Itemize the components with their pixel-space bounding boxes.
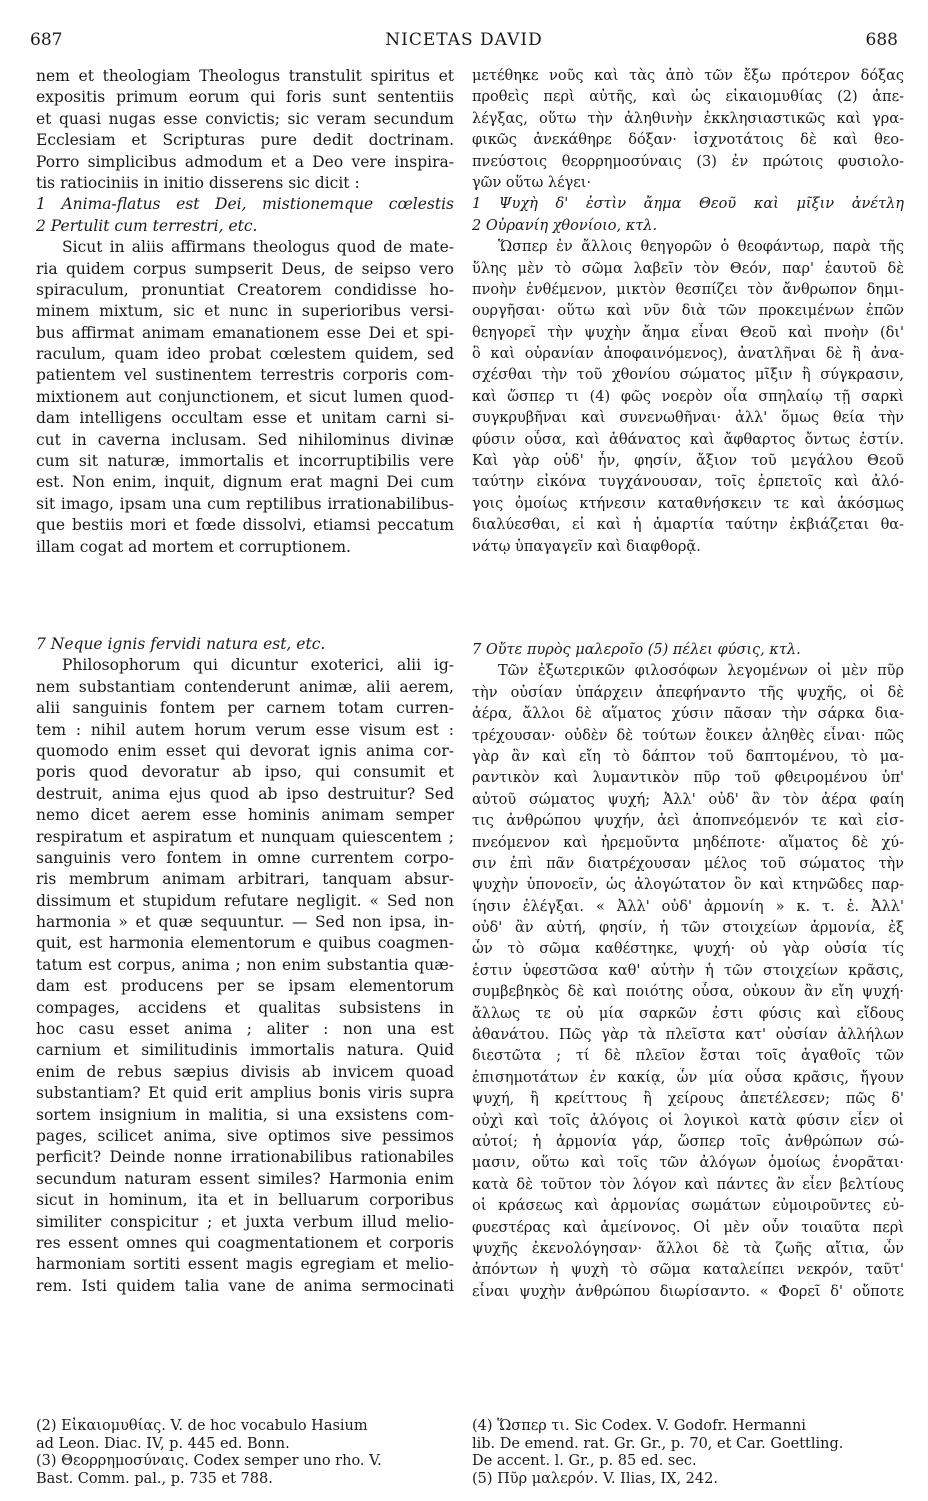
text-line: raculum, quam ideo probat cœlestem quidem, sed <box>36 345 454 364</box>
text-line: ίησιν ἐλέγξαι. « Ἀλλ' οὐδ' ἁρμονίη » κ. τ. ἑ. Ἀλλ' <box>472 898 904 915</box>
text-line: οὐχὶ καὶ τοῖς ἀλόγοις οἱ λογικοὶ κατὰ φύσιν εἶεν οἱ <box>472 1112 904 1129</box>
text-line: ris membrum animam arbitrari, tanquam absur- <box>36 870 454 889</box>
text-line: expositis primum eorum qui foris sunt sententiis <box>36 88 454 107</box>
latin-column-top <box>36 66 454 558</box>
text-line: secundum naturam essent similes? Harmonia enim <box>36 1169 454 1188</box>
text-line: compages, accidens et qualitas subsistens in <box>36 998 454 1017</box>
footnote-4: (4) Ὥσπερ τι. Sic Codex. V. Godofr. Hermanni <box>472 1418 806 1434</box>
text-line: nemo dicet aerem esse hominis animam semper <box>36 806 454 825</box>
text-line: πνοὴν ἐνθέμενον, μικτὸν θεσπίζει τὸν ἄνθρωπον δημι- <box>472 281 904 298</box>
text-line: Τῶν ἐξωτερικῶν φιλοσόφων λεγομένων οἱ μὲν πῦρ <box>498 663 904 680</box>
text-line: rem. Isti quidem talia vane de anima sermocinati <box>36 1276 454 1295</box>
text-line: ὧν τὸ σῶμα καθέστηκε, ψυχή· οὐ γὰρ οὐσία τίς <box>472 941 904 958</box>
text-line: substantiam? Et quid erit amplius bonis viris supra <box>36 1084 454 1103</box>
text-line: 2 Οὐρανίη χθονίοιο, κτλ. <box>472 217 658 234</box>
text-line: enim de rebus sæpius divisis ab invicem quoad <box>36 1062 454 1081</box>
text-line: mixtionem aut conjunctionem, et sicut lumen quod- <box>36 387 454 406</box>
text-line: sit imago, ipsam una cum reptilibus irrationabilibus- <box>36 494 454 513</box>
text-line: harmoniam sortiti essent magis egregiam et melio- <box>36 1255 454 1274</box>
text-line: διεστῶτα ; τί δὲ πλεῖον ἔσται τοῖς ἀγαθοῖς τῶν <box>472 1048 904 1065</box>
text-line: nem et theologiam Theologus transtulit spiritus et <box>36 67 454 85</box>
text-line: Sicut in aliis affirmans theologus quod de mate- <box>62 238 454 257</box>
text-line: tatum est corpus, anima ; non enim substantia quæ- <box>36 955 454 974</box>
text-line: ουργῆσαι· οὕτω καὶ νῦν διὰ τῶν προκειμένων ἐπῶν <box>472 303 904 320</box>
text-line: spiraculum, pronuntiat Creatorem condidisse ho- <box>36 280 454 299</box>
text-line: que bestiis mori et fœde dissolvi, etiamsi peccatum <box>36 516 454 535</box>
text-line: ταύτην εἰκόνα τυγχάνουσαν, τοῖς ἑρπετοῖς καὶ ἀλό- <box>472 474 904 491</box>
page-number-right: 688 <box>865 30 898 50</box>
text-line: poris quod devoratur ab ipso, qui consumit et <box>36 763 454 782</box>
text-line: est. Non enim, inquit, dignum erat magni Dei cum <box>36 473 454 492</box>
text-line: patientem vel sustinentem terrestris corporis com- <box>36 366 454 385</box>
text-line: ἀέρα, ἄλλοι δὲ αἵματος χύσιν πᾶσαν τὴν σάρκα δια- <box>472 706 904 723</box>
text-line: γὰρ ἂν καὶ εἴη τὸ δάπτον τοῦ δαπτομένου, τὸ μα- <box>472 748 904 765</box>
text-line: harmonia » et quæ sequuntur. — Sed non ipsa, in- <box>36 913 454 932</box>
footnote-4-cont: lib. De emend. rat. Gr. Gr., p. 70, et Car. Goettling. <box>472 1435 844 1452</box>
text-line: κατὰ δὲ τοῦτον τὸν λόγον καὶ πάντες ἂν εἶεν βελτίους <box>472 1176 904 1193</box>
text-line: Philosophorum qui dicuntur exoterici, alii ig- <box>62 656 454 675</box>
footnote-2-cont: ad Leon. Diac. IV, p. 445 ed. Bonn. <box>36 1435 290 1452</box>
text-line: quit, est harmonia elementorum e quibus coagmen- <box>36 934 454 953</box>
text-line: 2 Pertulit cum terrestri, etc. <box>36 216 258 235</box>
text-line: tem : nihil autem horum verum esse visum est : <box>36 720 454 739</box>
text-line: ψυχῆς ἐκενολόγησαν· ἄλλοι δὲ τὰ ζωῆς αἴτια, ὧν <box>472 1240 904 1257</box>
text-line: dam intelligens occultam esse et unitam carni si- <box>36 409 454 428</box>
text-line: minem mixtum, sic et nunc in superioribus versi- <box>36 302 454 321</box>
text-line: Ὥσπερ ἐν ἄλλοις θεηγορῶν ὁ θεοφάντωρ, παρὰ τῆς <box>498 239 904 256</box>
text-line: pages, scilicet anima, sive optimos sive pessimos <box>36 1126 454 1145</box>
text-line: et quasi nugas esse convictis; sic veram secundum <box>36 109 454 128</box>
footnote-5: (5) Πῦρ μαλερόν. V. Ilias, IX, 242. <box>472 1470 718 1487</box>
footnote-4-cont2: De accent. l. Gr., p. 85 ed. sec. <box>472 1453 697 1469</box>
text-line: quomodo enim esset qui devorat ignis anima cor- <box>36 741 454 760</box>
text-line: τρέχουσαν· οὐδὲν δὲ τούτων ἔοικεν ἀληθὲς εἶναι· πῶς <box>472 727 904 744</box>
footnotes-left <box>36 1418 456 1488</box>
text-line: ἐπισημοτάτων ἐν κακίᾳ, ὧν μία οὖσα κρᾶσις, ἤγουν <box>472 1069 904 1086</box>
text-line: γοις ὁμοίως κτήνεσιν καταθνήσκειν τε καὶ ἀκόσμως <box>472 495 904 512</box>
page-number-left: 687 <box>30 30 63 50</box>
text-line: cut in caverna inclusam. Sed nihilominus divinæ <box>36 430 454 449</box>
text-line: ria quidem corpus sumpserit Deus, de seipso vero <box>36 259 454 278</box>
latin-column-bottom <box>36 634 454 1297</box>
text-line: οἱ κράσεως καὶ ἁρμονίας σωμάτων εὐμοιροῦντες εὐ- <box>472 1198 904 1215</box>
text-line: destruit, anima ejus quod ab ipso destruitur? Sed <box>36 784 454 803</box>
text-line: dam est producens per se ipsam elementorum <box>36 977 454 996</box>
text-line: Καὶ γὰρ οὐδ' ἦν, φησίν, ἄξιον τοῦ μεγάλου Θεοῦ <box>472 453 904 470</box>
greek-column-bottom <box>472 640 904 1303</box>
text-line: μασιν, οὕτω καὶ τοῖς τῶν ἀλόγων ὁμοίως ἐνορᾶται· <box>472 1155 904 1172</box>
text-line: 7 Neque ignis fervidi natura est, etc. <box>36 635 326 653</box>
text-line: προθεὶς περὶ αὐτῆς, καὶ ὡς εἰκαιομυθίας (2) ἀπε- <box>472 89 904 106</box>
text-line: tis ratiociniis in initio disserens sic dicit : <box>36 173 360 192</box>
text-line: φύσιν οὖσα, καὶ ἀθάνατος καὶ ἄφθαρτος ὄντως ἐστίν. <box>472 431 904 448</box>
text-line: αὐτοῦ σώματος ψυχή; Ἀλλ' οὐδ' ἂν τὸν ἀέρα φαίη <box>472 791 904 808</box>
greek-column-top <box>472 66 904 558</box>
text-line: νάτῳ ὑπαγαγεῖν καὶ διαφθορᾷ. <box>472 538 701 555</box>
text-line: καὶ ὥσπερ τι (4) φῶς νοερὸν οἷα σπηλαίῳ τῇ σαρκὶ <box>472 388 904 405</box>
text-line: Ecclesiam et Scripturas pure dedit doctrinam. <box>36 131 454 150</box>
text-line: carnium et similitudinis immortalis natura. Quid <box>36 1041 454 1060</box>
text-line: οὐδ' ἂν αὐτή, φησίν, ἡ τῶν στοιχείων ἁρμονία, ἐξ <box>472 920 904 937</box>
text-line: ἀπόντων ἡ ψυχὴ τὸ σῶμα καταλείπει νεκρόν, ταῦτ' <box>472 1262 904 1279</box>
text-line: σχέσθαι τὴν τοῦ χθονίου σώματος μῖξιν ἢ σύγκρασιν, <box>472 367 904 384</box>
text-line: illam cogat ad mortem et corruptionem. <box>36 537 351 556</box>
text-line: φυεστέρας καὶ ἀμείνονος. Οἱ μὲν οὖν τοιαῦτα περὶ <box>472 1219 904 1236</box>
text-line: 1 Ψυχὴ δ' ἐστὶν ἄημα Θεοῦ καὶ μῖξιν ἀνέτλη <box>472 196 904 213</box>
text-line: 7 Οὔτε πυρὸς μαλεροῖο (5) πέλει φύσις, κτλ. <box>472 642 801 658</box>
text-line: ἐστιν ὑφεστῶσα καθ' αὑτὴν ἡ τῶν στοιχείων κρᾶσις, <box>472 962 904 979</box>
footnote-3: (3) Θεορρημοσύναις. Codex semper uno rho. V. <box>36 1453 382 1469</box>
text-line: θεηγορεῖ τὴν ψυχὴν ἄημα εἶναι Θεοῦ καὶ πνοὴν (δι' <box>472 324 904 341</box>
text-line: ὃ καὶ οὐρανίαν ἀποφαινόμενος), ἀνατλῆναι δὲ ἢ ἀνα- <box>472 346 904 363</box>
text-line: ψυχή, ἢ κρείττους ἢ χείρους ἀπετέλεσεν; πῶς δ' <box>472 1091 904 1108</box>
text-line: ἄλλως τε οὐ μία σαρκῶν ἐστι φύσις καὶ εἴδους <box>472 1005 904 1022</box>
text-line: dissimum et stupidum refutare negligit. « Sed non <box>36 891 454 910</box>
text-line: res essent omnes qui coagmentationem et corporis <box>36 1233 454 1252</box>
text-line: φικῶς ἀνεκάθηρε δόξαν· ἰσχνοτάτοις δὲ καὶ θεο- <box>472 132 904 149</box>
text-line: γῶν οὕτω λέγει· <box>472 174 592 191</box>
text-line: sanguinis vero fontem in omne currentem corpo- <box>36 848 454 867</box>
text-line: cum sit naturæ, immortalis et incorruptibilis vere <box>36 452 454 471</box>
text-line: μετέθηκε νοῦς καὶ τὰς ἀπὸ τῶν ἔξω πρότερον δόξας <box>472 68 904 84</box>
text-line: σιν ἐπὶ πᾶν διατρέχουσαν μέλος τοῦ σώματος τὴν <box>472 855 904 872</box>
text-line: Porro simplicibus admodum et a Deo vere inspira- <box>36 152 454 171</box>
running-header <box>30 30 898 56</box>
text-line: bus affirmat animam emanationem esse Dei et spi- <box>36 323 454 342</box>
text-line: hoc casu esset anima ; aliter : non una est <box>36 1020 454 1039</box>
text-line: συγκρυβῆναι καὶ συνενωθῆναι· ἀλλ' ὅμως θεία τὴν <box>472 410 904 427</box>
text-line: συμβεβηκὸς δὲ καὶ ποιότης οὖσα, οὐκουν ἂν εἴη ψυχή· <box>472 984 904 1001</box>
text-line: αὐτοί; ἡ ἁρμονία γάρ, ὥσπερ τοῖς ἀνθρώπων σώ- <box>472 1133 904 1150</box>
text-line: ραντικὸν καὶ λυμαντικὸν πῦρ τοῦ φθειρομένου ὑπ' <box>472 770 904 787</box>
text-line: ψυχὴν ὑπονοεῖν, ὡς ἀλογώτατον ὂν καὶ κτηνῶδες παρ- <box>472 877 904 894</box>
text-line: sicut in hominum, ita et in belluarum corporibus <box>36 1191 454 1210</box>
text-line: alii sanguinis fontem per carnem totam curren- <box>36 699 454 718</box>
text-line: 1 Anima-flatus est Dei, mistionemque cœlestis <box>36 195 454 214</box>
text-line: τις ἀνθρώπου ψυχήν, ἀεὶ ἀποπνεόμενόν τε καὶ εἰσ- <box>472 813 904 830</box>
text-line: nem substantiam contenderunt animæ, alii aerem, <box>36 677 454 696</box>
text-line: τὴν οὐσίαν ὑπάρχειν ἀπεφήναντο τῆς ψυχῆς, οἱ δὲ <box>472 684 904 701</box>
text-line: ὕλης μὲν τὸ σῶμα λαβεῖν τὸν Θεόν, παρ' ἑαυτοῦ δὲ <box>472 260 904 277</box>
text-line: respiratum et aspiratum et nunquam quiescentem ; <box>36 827 454 846</box>
text-line: similiter conspicitur ; et juxta verbum illud melio- <box>36 1212 454 1231</box>
text-line: εἶναι ψυχὴν ἀνθρώπου διωρίσαντο. « Φορεῖ δ' οὔποτε <box>472 1283 904 1300</box>
text-line: perficit? Deinde nonne irrationabilibus rationabiles <box>36 1148 454 1167</box>
text-line: sortem insignium in malitia, si una exsistens com- <box>36 1105 454 1124</box>
running-title: NICETAS DAVID <box>385 30 543 50</box>
text-line: διαλύεσθαι, εἰ καὶ ἡ ἁμαρτία ταύτην ἐκβιάζεται θα- <box>472 517 904 534</box>
text-line: πνεόμενον καὶ ἠρεμοῦντα μηδέποτε· αἵματος δὲ χύ- <box>472 834 904 851</box>
footnote-3-cont: Bast. Comm. pal., p. 735 et 788. <box>36 1470 273 1487</box>
text-line: ἀθανάτου. Πῶς γὰρ τὰ πλεῖστα κατ' οὐσίαν ἀλλήλων <box>472 1027 904 1044</box>
footnotes-right <box>472 1418 904 1488</box>
footnote-2: (2) Εἰκαιομυθίας. V. de hoc vocabulo Hasium <box>36 1418 368 1434</box>
text-line: πνεύστοις θεορρημοσύναις (3) ἐν πρώτοις φυσιολο- <box>472 153 904 170</box>
text-line: λέγξας, οὕτω τὴν ἀληθινὴν ἐκκλησιαστικῶς καὶ γρα- <box>472 110 904 127</box>
